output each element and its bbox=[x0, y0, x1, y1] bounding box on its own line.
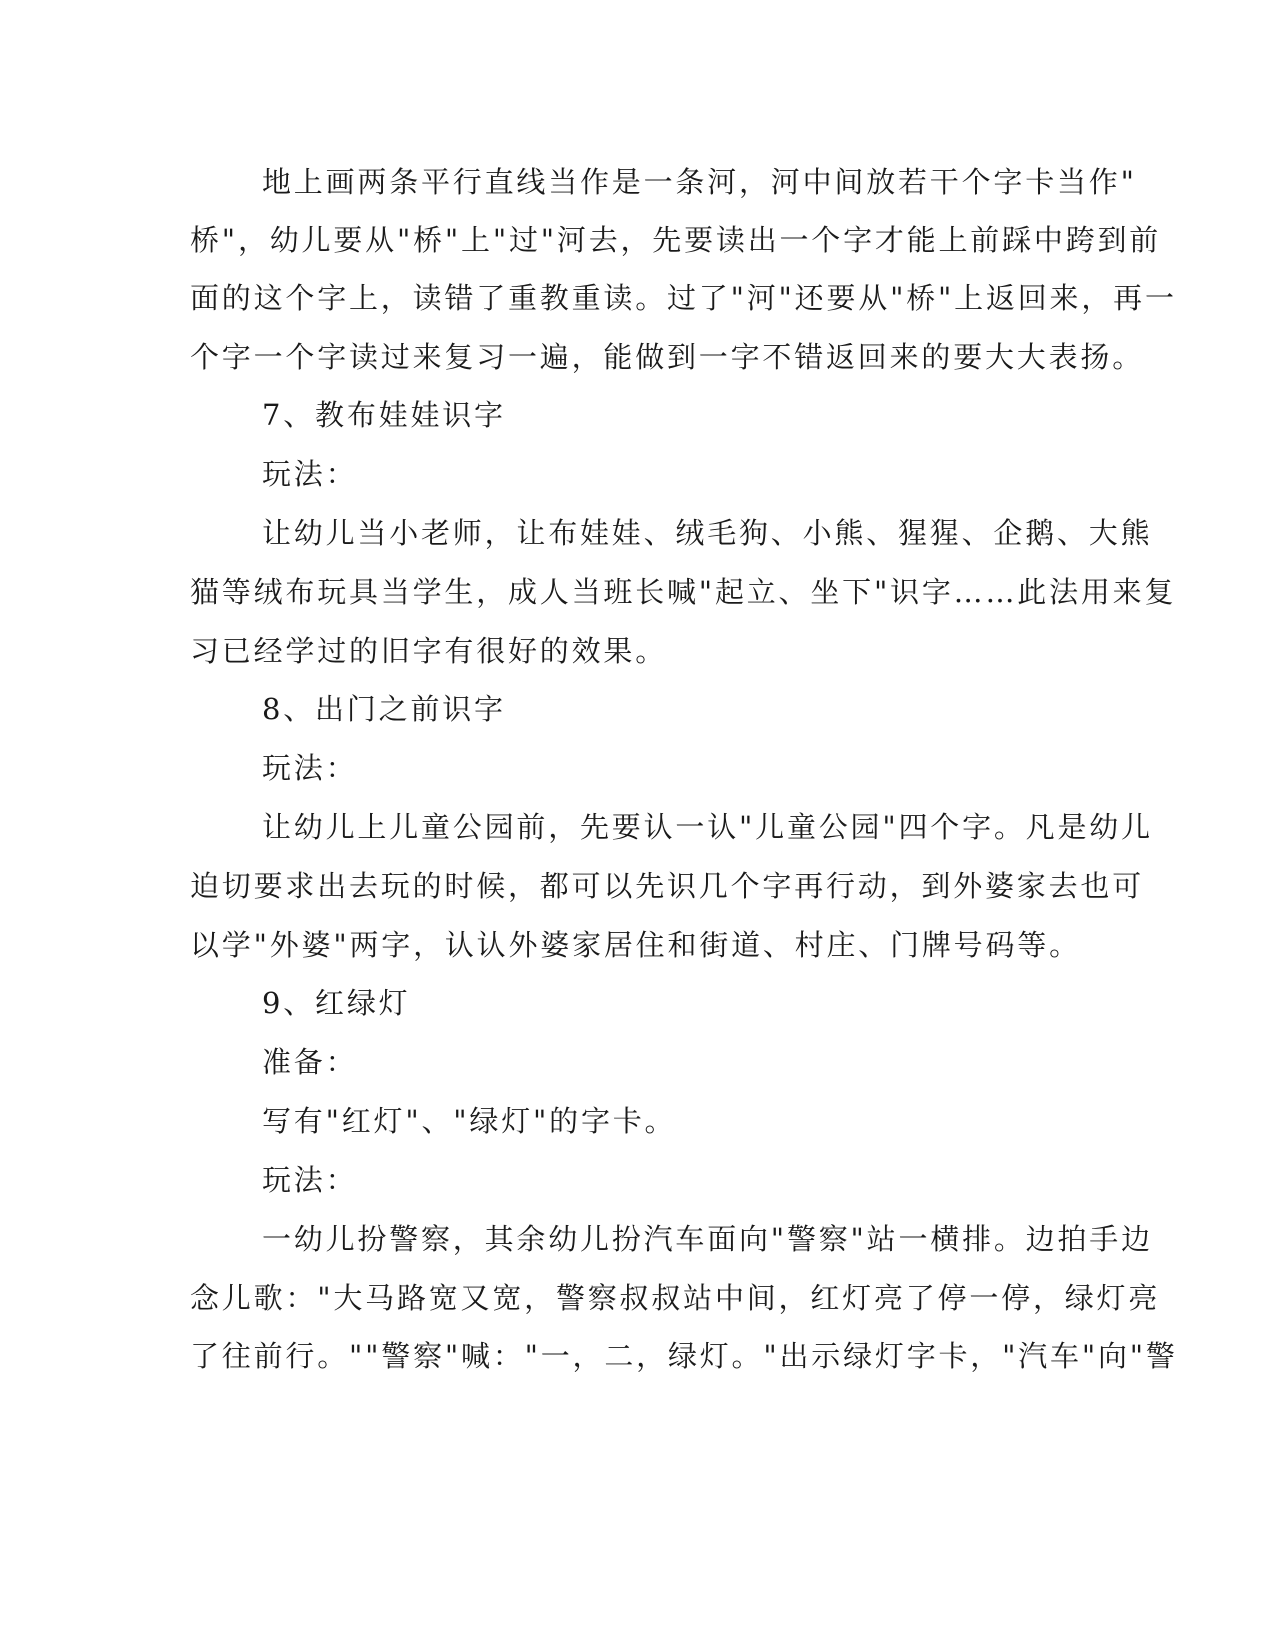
paragraph-line: 了往前行。""警察"喊："一，二，绿灯。"出示绿灯字卡，"汽车"向"警 bbox=[190, 1339, 1178, 1373]
paragraph-line: 猫等绒布玩具当学生，成人当班长喊"起立、坐下"识字……此法用来复 bbox=[190, 575, 1177, 609]
section-heading: 8、出门之前识字 bbox=[262, 692, 506, 726]
paragraph-line: 写有"红灯"、"绿灯"的字卡。 bbox=[262, 1104, 677, 1138]
label-line: 准备： bbox=[262, 1045, 358, 1079]
paragraph-line: 让幼儿当小老师，让布娃娃、绒毛狗、小熊、猩猩、企鹅、大熊 bbox=[262, 516, 1153, 550]
paragraph-line: 桥"，幼儿要从"桥"上"过"河去，先要读出一个字才能上前踩中跨到前 bbox=[190, 223, 1162, 257]
paragraph-line: 习已经学过的旧字有很好的效果。 bbox=[190, 634, 668, 668]
label-line: 玩法： bbox=[262, 751, 358, 785]
paragraph-line: 地上画两条平行直线当作是一条河，河中间放若干个字卡当作" bbox=[262, 165, 1137, 199]
paragraph-line: 个字一个字读过来复习一遍，能做到一字不错返回来的要大大表扬。 bbox=[190, 340, 1145, 374]
paragraph-line: 迫切要求出去玩的时候，都可以先识几个字再行动，到外婆家去也可 bbox=[190, 869, 1145, 903]
label-line: 玩法： bbox=[262, 1163, 358, 1197]
paragraph-line: 一幼儿扮警察，其余幼儿扮汽车面向"警察"站一横排。边拍手边 bbox=[262, 1222, 1153, 1256]
paragraph-line: 念儿歌："大马路宽又宽，警察叔叔站中间，红灯亮了停一停，绿灯亮 bbox=[190, 1281, 1161, 1315]
paragraph-line: 让幼儿上儿童公园前，先要认一认"儿童公园"四个字。凡是幼儿 bbox=[262, 810, 1153, 844]
paragraph-line: 以学"外婆"两字，认认外婆家居住和街道、村庄、门牌号码等。 bbox=[190, 928, 1081, 962]
paragraph-line: 面的这个字上，读错了重教重读。过了"河"还要从"桥"上返回来，再一 bbox=[190, 281, 1177, 315]
section-heading: 9、红绿灯 bbox=[262, 986, 411, 1020]
label-line: 玩法： bbox=[262, 457, 358, 491]
section-heading: 7、教布娃娃识字 bbox=[262, 398, 506, 432]
